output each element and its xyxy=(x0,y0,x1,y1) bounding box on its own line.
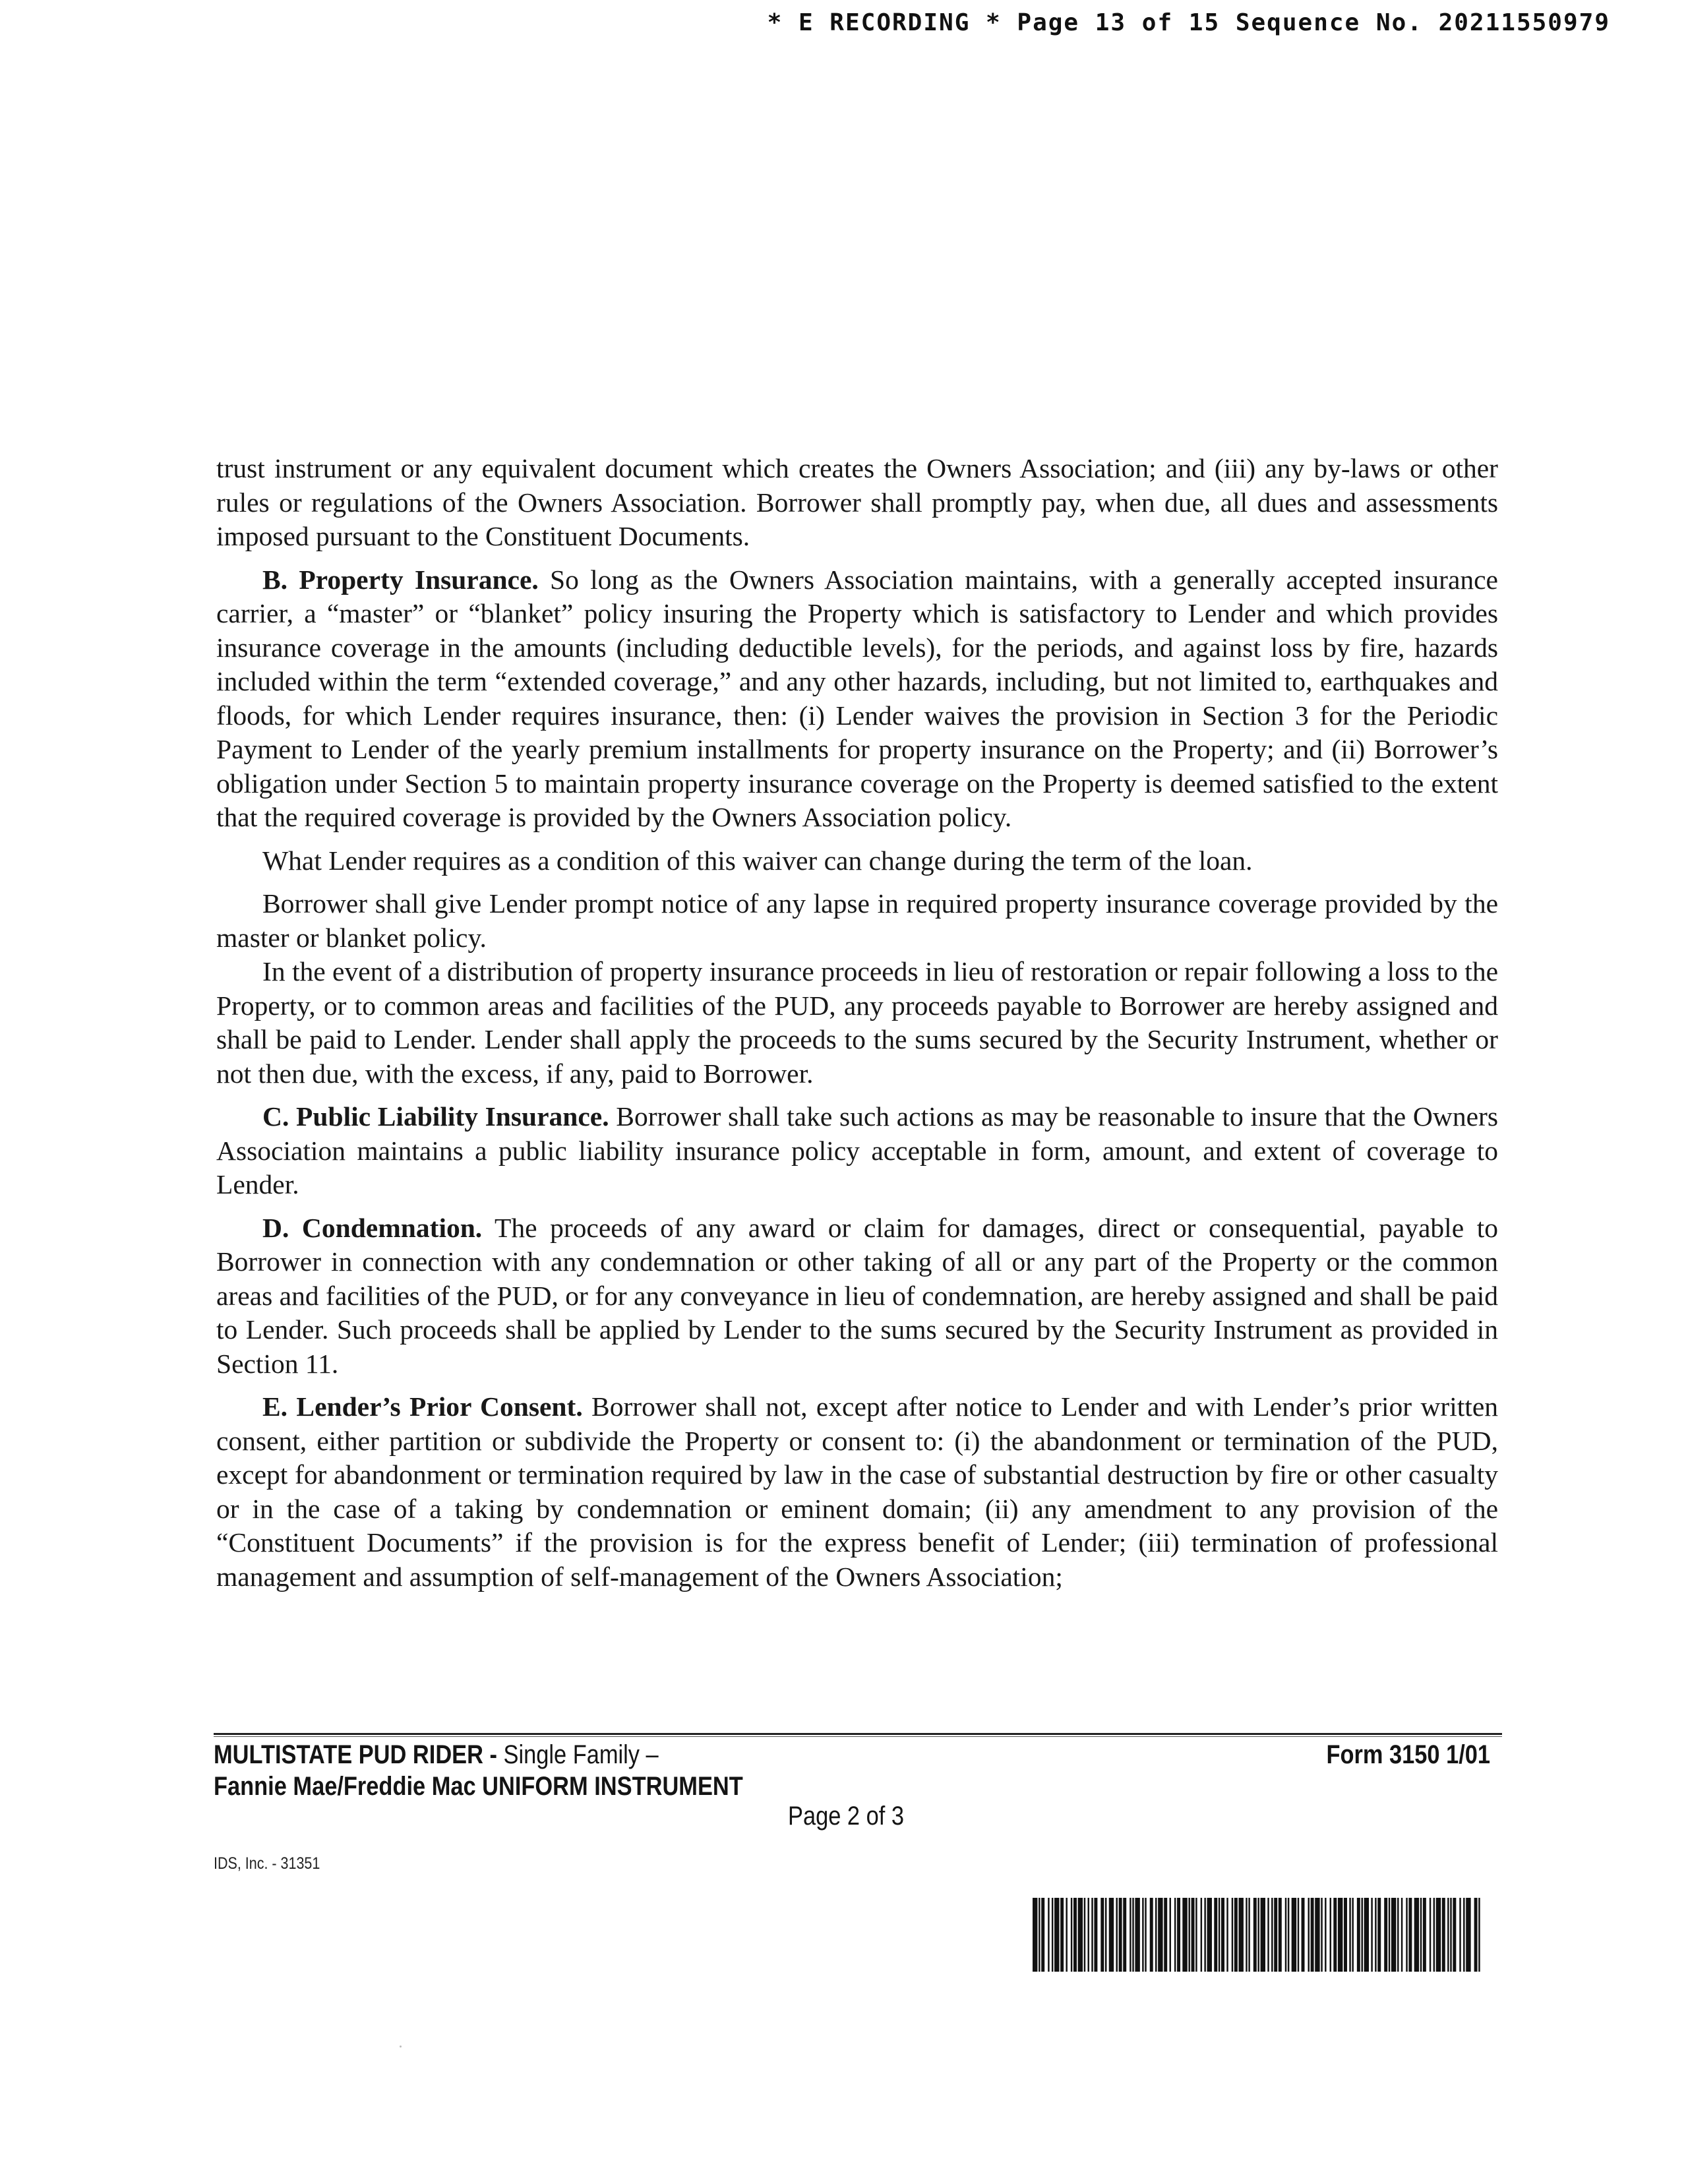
barcode-bar xyxy=(1219,1898,1220,1972)
barcode-bar xyxy=(1292,1898,1296,1972)
barcode-bar xyxy=(1191,1898,1195,1972)
footer-divider xyxy=(214,1733,1502,1735)
barcode-bar xyxy=(1195,1898,1197,1972)
barcode-bar xyxy=(1182,1898,1187,1972)
barcode-bar xyxy=(1397,1898,1399,1972)
barcode-bar xyxy=(1384,1898,1387,1972)
barcode-bar xyxy=(1478,1898,1480,1972)
barcode-bar xyxy=(1041,1898,1044,1972)
barcode-bar xyxy=(1130,1898,1131,1972)
page-number: Page 2 of 3 xyxy=(788,1802,904,1831)
barcode-bar xyxy=(1234,1898,1238,1972)
barcode-bar xyxy=(1135,1898,1139,1972)
barcode-bar xyxy=(1338,1898,1342,1972)
barcode-bar xyxy=(1344,1898,1347,1972)
barcode-bar xyxy=(1246,1898,1247,1972)
barcode-bar xyxy=(1333,1898,1337,1972)
barcode-bar xyxy=(1447,1898,1449,1972)
section-e-heading: E. Lender’s Prior Consent. xyxy=(262,1391,583,1422)
barcode-bar xyxy=(1423,1898,1426,1972)
barcode-bar xyxy=(1253,1898,1257,1972)
barcode-bar xyxy=(1091,1898,1093,1972)
form-title-bold: MULTISTATE PUD RIDER - xyxy=(214,1740,497,1769)
ids-identifier: IDS, Inc. - 31351 xyxy=(214,1854,320,1873)
barcode-bar xyxy=(1430,1898,1431,1972)
barcode-bar xyxy=(1150,1898,1153,1972)
barcode-bar xyxy=(1364,1898,1369,1972)
recording-header: * E RECORDING * Page 13 of 15 Sequence No. 20211550979 xyxy=(767,9,1610,36)
barcode-bar xyxy=(1459,1898,1461,1972)
section-c-public-liability xyxy=(216,1100,1498,1202)
barcode-bar xyxy=(1142,1898,1143,1972)
barcode-bar xyxy=(1267,1898,1269,1972)
barcode-bar xyxy=(1232,1898,1233,1972)
barcode-bar xyxy=(1174,1898,1176,1972)
paragraph-lapse-notice: Borrower shall give Lender prompt notice of any lapse in required property insurance coverage provided by the master or blanket policy. xyxy=(216,888,1498,953)
barcode-bar xyxy=(1071,1898,1072,1972)
barcode-bar xyxy=(1169,1898,1170,1972)
document-body xyxy=(216,452,1498,1594)
barcode-bar xyxy=(1145,1898,1146,1972)
paragraph-waiver: What Lender requires as a condition of this waiver can change during the term of the loan. xyxy=(262,845,1253,876)
barcode-bar xyxy=(1132,1898,1133,1972)
section-b-text: So long as the Owners Association maintains, with a generally accepted insurance carrier, a “master” or “blanket” policy insuring the Property which is satisfactory to Lender and which provides insurance coverage in the amounts (including deductible levels), for the periods, and against loss by fire, hazards included within the term “extended coverage,” and any other hazards, including, but not limited to, earthquakes and floods, for which Lender requires insurance, then: (i) Lender waives the provision in Section 3 for the Periodic Payment to Lender of the yearly premium installments for property insurance on the Property; and (ii) Borrower’s obligation under Section 5 to maintain property insurance coverage on the Property is deemed satisfied to the extent that the required coverage is provided by the Owners Association policy. xyxy=(216,564,1498,832)
scan-speck xyxy=(400,2046,402,2048)
section-c-heading: C. Public Liability Insurance. xyxy=(262,1101,609,1132)
barcode-bar xyxy=(1408,1898,1412,1972)
barcode-bar xyxy=(1442,1898,1445,1972)
barcode-bar xyxy=(1321,1898,1322,1972)
barcode-bar xyxy=(1039,1898,1040,1972)
barcode-bar xyxy=(1188,1898,1190,1972)
barcode-bar xyxy=(1048,1898,1049,1972)
section-d-condemnation xyxy=(216,1211,1498,1381)
barcode-bar xyxy=(1298,1898,1299,1972)
barcode-bar xyxy=(1357,1898,1360,1972)
barcode-bar xyxy=(1123,1898,1126,1972)
form-subtitle: Fannie Mae/Freddie Mac UNIFORM INSTRUMENT xyxy=(214,1772,743,1801)
barcode-bar xyxy=(1288,1898,1289,1972)
section-b-property-insurance xyxy=(216,563,1498,835)
footer-divider-thin xyxy=(214,1736,1502,1737)
barcode-bar xyxy=(1248,1898,1250,1972)
barcode-bar xyxy=(1436,1898,1441,1972)
barcode-bar xyxy=(1466,1898,1470,1972)
barcode-bar xyxy=(1406,1898,1407,1972)
barcode-bar xyxy=(1433,1898,1435,1972)
barcode-bar xyxy=(1094,1898,1097,1972)
barcode-bar xyxy=(1474,1898,1478,1972)
barcode-bar xyxy=(1116,1898,1117,1972)
barcode-bar xyxy=(1420,1898,1422,1972)
barcode-bar xyxy=(1052,1898,1053,1972)
barcode-bar xyxy=(1084,1898,1085,1972)
barcode-bar xyxy=(1177,1898,1180,1972)
barcode-bar xyxy=(1201,1898,1202,1972)
barcode-bar xyxy=(1087,1898,1089,1972)
barcode-bar xyxy=(1377,1898,1381,1972)
barcode-bar xyxy=(1257,1898,1259,1972)
barcode-bar xyxy=(1463,1898,1464,1972)
barcode-bar xyxy=(1066,1898,1067,1972)
form-title xyxy=(214,1739,743,1802)
barcode-bar xyxy=(1302,1898,1305,1972)
section-d-heading: D. Condemnation. xyxy=(262,1212,483,1243)
barcode-bar xyxy=(1330,1898,1331,1972)
barcode-bar xyxy=(1238,1898,1243,1972)
barcode-bar xyxy=(1285,1898,1286,1972)
barcode-bar xyxy=(1375,1898,1376,1972)
barcode-bar xyxy=(1226,1898,1228,1972)
barcode-bar xyxy=(1274,1898,1277,1972)
section-e-text: Borrower shall not, except after notice to Lender and with Lender’s prior written consent, either partition or subdivide the Property or consent to: (i) the abandonment or termination of the PUD, except for abandonment or termination required by law in the case of substantial destruction by fire or other casualty or in the case of a taking by condemnation or eminent domain; (ii) any amendment to any provision of the “Constituent Documents” if the provision is for the express benefit of Lender; (iii) termination of professional management and assumption of self-management of the Owners Association; xyxy=(216,1391,1498,1592)
barcode-bar xyxy=(1315,1898,1319,1972)
barcode-bar xyxy=(1158,1898,1162,1972)
barcode-bar xyxy=(1221,1898,1224,1972)
barcode-bar xyxy=(1308,1898,1309,1972)
barcode-bar xyxy=(1453,1898,1456,1972)
barcode-bar xyxy=(1450,1898,1451,1972)
barcode-bar xyxy=(1349,1898,1350,1972)
paragraph-proceeds-distribution: In the event of a distribution of property insurance proceeds in lieu of restoration or repair following a loss to the Property, or to common areas and facilities of the PUD, any proceeds payable to Borrower are hereby assigned and shall be paid to Lender. Lender shall apply the proceeds to the sums secured by the Security Instrument, whether or not then due, with the excess, if any, paid to Borrower. xyxy=(216,956,1498,1089)
barcode-bar xyxy=(1105,1898,1106,1972)
barcode-bar xyxy=(1391,1898,1396,1972)
barcode xyxy=(1033,1898,1482,1972)
barcode-bar xyxy=(1164,1898,1167,1972)
barcode-bar xyxy=(1389,1898,1390,1972)
barcode-bar xyxy=(1279,1898,1282,1972)
section-b-heading: B. Property Insurance. xyxy=(262,564,539,595)
barcode-bar xyxy=(1271,1898,1273,1972)
barcode-bar xyxy=(1325,1898,1326,1972)
barcode-bar xyxy=(1352,1898,1353,1972)
barcode-bar xyxy=(1060,1898,1064,1972)
barcode-bar xyxy=(1401,1898,1402,1972)
section-d-text: The proceeds of any award or claim for damages, direct or consequential, payable to Borrower in connection with any condemnation or other taking of all or any part of the Property or the common areas and facilities of the PUD, or for any conveyance in lieu of condemnation, are hereby assigned and shall be paid to Lender. Such proceeds shall be applied by Lender to the sums secured by the Security Instrument as provided in Section 11. xyxy=(216,1212,1498,1379)
barcode-bar xyxy=(1361,1898,1362,1972)
barcode-bar xyxy=(1119,1898,1122,1972)
form-title-regular: Single Family – xyxy=(497,1740,659,1769)
section-c-text: Borrower shall take such actions as may be reasonable to insure that the Owners Association maintains a public liability insurance policy acceptable in form, amount, and extent of coverage to Lender. xyxy=(216,1101,1498,1199)
barcode-bar xyxy=(1033,1898,1037,1972)
barcode-bar xyxy=(1073,1898,1077,1972)
barcode-bar xyxy=(1100,1898,1104,1972)
barcode-bar xyxy=(1371,1898,1372,1972)
barcode-bar xyxy=(1078,1898,1083,1972)
barcode-bar xyxy=(1261,1898,1265,1972)
barcode-bar xyxy=(1155,1898,1157,1972)
form-number: Form 3150 1/01 xyxy=(1326,1740,1490,1769)
paragraph-constituent-documents: trust instrument or any equivalent document which creates the Owners Association; and (iii) any by-laws or other rules or regulations of the Owners Association. Borrower shall promptly pay, when due, all dues and assessments imposed pursuant to the Constituent Documents. xyxy=(216,453,1498,551)
barcode-bar xyxy=(1207,1898,1212,1972)
barcode-bar xyxy=(1214,1898,1217,1972)
barcode-bar xyxy=(1109,1898,1114,1972)
barcode-bar xyxy=(1204,1898,1205,1972)
section-e-prior-consent xyxy=(216,1390,1498,1594)
barcode-bar xyxy=(1414,1898,1419,1972)
barcode-bar xyxy=(1054,1898,1059,1972)
barcode-bar xyxy=(1311,1898,1314,1972)
